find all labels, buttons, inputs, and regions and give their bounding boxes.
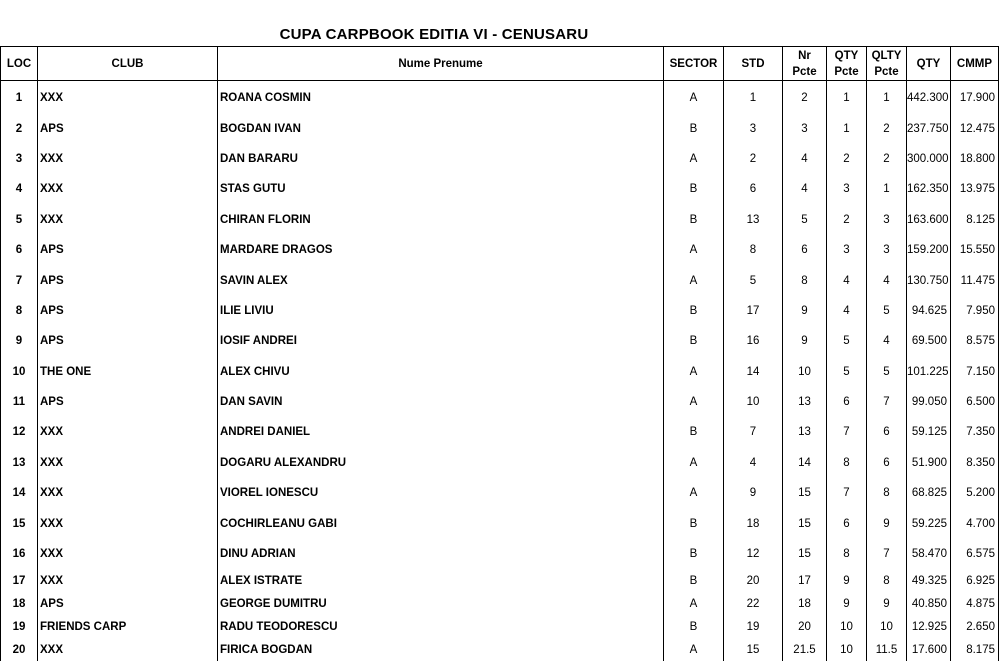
table-row [1,205,999,235]
table-row [1,417,999,447]
cell-sector: A [664,357,724,387]
cell-club: XXX [38,174,218,204]
cell-nume-prenume: GEORGE DUMITRU [218,592,664,615]
cell-nume-prenume: ALEX ISTRATE [218,569,664,592]
cell-qty: 17.600 [907,638,951,661]
col-header-club: CLUB [38,47,218,81]
cell-nr-pcte: 15 [783,508,827,538]
cell-cmmp: 7.950 [951,296,999,326]
col-header-loc: LOC [1,47,38,81]
cell-qty-pcte: 2 [827,205,867,235]
cell-std: 16 [724,326,783,356]
cell-nr-pcte: 9 [783,296,827,326]
cell-nr-pcte: 15 [783,539,827,569]
cell-cmmp: 8.575 [951,326,999,356]
cell-sector: B [664,174,724,204]
cell-nume-prenume: COCHIRLEANU GABI [218,508,664,538]
cell-qty: 237.750 [907,113,951,143]
cell-qty-pcte: 9 [827,592,867,615]
cell-qty: 51.900 [907,448,951,478]
cell-loc: 6 [1,235,38,265]
col-header-sector: SECTOR [664,47,724,81]
cell-qty-pcte: 10 [827,615,867,638]
cell-qlty-pcte: 4 [867,265,907,295]
cell-loc: 9 [1,326,38,356]
cell-nr-pcte: 21.5 [783,638,827,661]
cell-sector: B [664,508,724,538]
cell-loc: 12 [1,417,38,447]
cell-nume-prenume: DAN BARARU [218,144,664,174]
cell-nr-pcte: 4 [783,174,827,204]
cell-club: XXX [38,539,218,569]
cell-club: XXX [38,569,218,592]
table-row [1,508,999,538]
cell-std: 10 [724,387,783,417]
cell-qty-pcte: 1 [827,81,867,114]
cell-loc: 3 [1,144,38,174]
cell-sector: A [664,592,724,615]
cell-sector: A [664,235,724,265]
cell-std: 5 [724,265,783,295]
cell-nr-pcte: 6 [783,235,827,265]
cell-sector: B [664,569,724,592]
cell-std: 14 [724,357,783,387]
cell-qty: 59.125 [907,417,951,447]
cell-qty: 49.325 [907,569,951,592]
cell-qty-pcte: 7 [827,417,867,447]
cell-club: FRIENDS CARP [38,615,218,638]
cell-cmmp: 11.475 [951,265,999,295]
table-row [1,478,999,508]
cell-nume-prenume: DAN SAVIN [218,387,664,417]
cell-qlty-pcte: 6 [867,417,907,447]
cell-qlty-pcte: 1 [867,81,907,114]
cell-std: 3 [724,113,783,143]
col-header-qty-pcte-line2: Pcte [834,65,859,78]
cell-loc: 13 [1,448,38,478]
cell-cmmp: 8.125 [951,205,999,235]
cell-sector: A [664,387,724,417]
cell-sector: B [664,417,724,447]
cell-qlty-pcte: 2 [867,144,907,174]
table-row [1,326,999,356]
cell-qty-pcte: 3 [827,235,867,265]
cell-qlty-pcte: 5 [867,296,907,326]
cell-nr-pcte: 4 [783,144,827,174]
col-header-qlty-pcte-line1: QLTY [871,49,902,62]
cell-qty-pcte: 2 [827,144,867,174]
results-table [0,46,999,661]
table-row [1,539,999,569]
cell-qty-pcte: 5 [827,357,867,387]
cell-nume-prenume: RADU TEODORESCU [218,615,664,638]
cell-cmmp: 7.350 [951,417,999,447]
cell-club: THE ONE [38,357,218,387]
cell-qty: 59.225 [907,508,951,538]
cell-loc: 10 [1,357,38,387]
cell-sector: B [664,205,724,235]
cell-qty-pcte: 6 [827,387,867,417]
cell-qty: 99.050 [907,387,951,417]
cell-nr-pcte: 18 [783,592,827,615]
table-row [1,144,999,174]
cell-cmmp: 6.575 [951,539,999,569]
cell-qlty-pcte: 7 [867,387,907,417]
cell-nr-pcte: 14 [783,448,827,478]
cell-qty: 69.500 [907,326,951,356]
cell-loc: 4 [1,174,38,204]
cell-sector: A [664,638,724,661]
cell-qty-pcte: 1 [827,113,867,143]
cell-qlty-pcte: 4 [867,326,907,356]
cell-cmmp: 4.875 [951,592,999,615]
cell-std: 20 [724,569,783,592]
cell-club: APS [38,235,218,265]
cell-sector: A [664,144,724,174]
cell-nr-pcte: 13 [783,417,827,447]
cell-sector: B [664,539,724,569]
cell-sector: B [664,296,724,326]
cell-nume-prenume: IOSIF ANDREI [218,326,664,356]
col-header-qty-pcte-line1: QTY [834,49,859,62]
cell-qty-pcte: 6 [827,508,867,538]
cell-nume-prenume: MARDARE DRAGOS [218,235,664,265]
col-header-cmmp: CMMP [951,47,999,81]
cell-qlty-pcte: 1 [867,174,907,204]
table-row [1,357,999,387]
cell-club: XXX [38,638,218,661]
table-row [1,569,999,592]
table-row [1,387,999,417]
cell-nume-prenume: ALEX CHIVU [218,357,664,387]
cell-qty-pcte: 3 [827,174,867,204]
cell-std: 7 [724,417,783,447]
page-title: CUPA CARPBOOK EDITIA VI - CENUSARU [279,26,589,43]
cell-std: 19 [724,615,783,638]
cell-std: 4 [724,448,783,478]
cell-sector: B [664,326,724,356]
cell-qlty-pcte: 6 [867,448,907,478]
cell-club: APS [38,265,218,295]
cell-loc: 16 [1,539,38,569]
cell-qty: 442.300 [907,81,951,114]
cell-loc: 5 [1,205,38,235]
cell-qty-pcte: 8 [827,539,867,569]
cell-cmmp: 4.700 [951,508,999,538]
cell-loc: 8 [1,296,38,326]
cell-qty-pcte: 10 [827,638,867,661]
table-row [1,235,999,265]
cell-qty: 94.625 [907,296,951,326]
cell-nume-prenume: VIOREL IONESCU [218,478,664,508]
cell-club: APS [38,387,218,417]
cell-qlty-pcte: 8 [867,478,907,508]
cell-std: 6 [724,174,783,204]
cell-qlty-pcte: 8 [867,569,907,592]
cell-loc: 20 [1,638,38,661]
cell-std: 8 [724,235,783,265]
cell-nr-pcte: 20 [783,615,827,638]
cell-qty: 300.000 [907,144,951,174]
cell-nr-pcte: 9 [783,326,827,356]
table-row [1,81,999,114]
col-header-std: STD [724,47,783,81]
table-row [1,615,999,638]
cell-sector: A [664,448,724,478]
cell-qty: 130.750 [907,265,951,295]
cell-nume-prenume: DINU ADRIAN [218,539,664,569]
table-row [1,592,999,615]
col-header-nr-pcte-line2: Pcte [792,65,817,78]
cell-cmmp: 12.475 [951,113,999,143]
cell-qty: 163.600 [907,205,951,235]
cell-qty: 162.350 [907,174,951,204]
cell-qty-pcte: 8 [827,448,867,478]
col-header-qlty-pcte [867,47,907,81]
cell-nr-pcte: 8 [783,265,827,295]
cell-qty: 101.225 [907,357,951,387]
col-header-qlty-pcte-line2: Pcte [874,65,899,78]
cell-qty-pcte: 4 [827,296,867,326]
cell-qty-pcte: 4 [827,265,867,295]
cell-club: XXX [38,508,218,538]
cell-club: XXX [38,417,218,447]
cell-nr-pcte: 13 [783,387,827,417]
cell-cmmp: 2.650 [951,615,999,638]
cell-nr-pcte: 2 [783,81,827,114]
table-row [1,113,999,143]
cell-nr-pcte: 5 [783,205,827,235]
cell-loc: 11 [1,387,38,417]
table-row [1,265,999,295]
cell-std: 15 [724,638,783,661]
col-header-nume-prenume: Nume Prenume [218,47,664,81]
cell-sector: B [664,113,724,143]
cell-club: XXX [38,478,218,508]
cell-loc: 2 [1,113,38,143]
cell-club: APS [38,592,218,615]
cell-club: APS [38,296,218,326]
cell-nume-prenume: ILIE LIVIU [218,296,664,326]
cell-sector: A [664,265,724,295]
cell-std: 13 [724,205,783,235]
cell-cmmp: 8.350 [951,448,999,478]
cell-std: 2 [724,144,783,174]
cell-qlty-pcte: 9 [867,508,907,538]
table-row [1,448,999,478]
cell-club: XXX [38,144,218,174]
cell-club: XXX [38,81,218,114]
cell-nume-prenume: BOGDAN IVAN [218,113,664,143]
cell-club: APS [38,326,218,356]
cell-cmmp: 13.975 [951,174,999,204]
cell-loc: 17 [1,569,38,592]
cell-qty-pcte: 7 [827,478,867,508]
cell-loc: 19 [1,615,38,638]
col-header-nr-pcte [783,47,827,81]
col-header-qty-pcte [827,47,867,81]
col-header-qty: QTY [907,47,951,81]
cell-nume-prenume: SAVIN ALEX [218,265,664,295]
cell-cmmp: 8.175 [951,638,999,661]
cell-club: APS [38,113,218,143]
cell-cmmp: 15.550 [951,235,999,265]
cell-nume-prenume: STAS GUTU [218,174,664,204]
cell-nr-pcte: 15 [783,478,827,508]
cell-qty: 159.200 [907,235,951,265]
cell-qty: 40.850 [907,592,951,615]
cell-qty-pcte: 9 [827,569,867,592]
table-row [1,296,999,326]
cell-std: 17 [724,296,783,326]
cell-cmmp: 6.500 [951,387,999,417]
cell-nr-pcte: 3 [783,113,827,143]
cell-qty: 68.825 [907,478,951,508]
cell-qlty-pcte: 5 [867,357,907,387]
cell-qlty-pcte: 3 [867,205,907,235]
cell-loc: 1 [1,81,38,114]
cell-nume-prenume: ROANA COSMIN [218,81,664,114]
table-row [1,174,999,204]
cell-cmmp: 17.900 [951,81,999,114]
cell-std: 9 [724,478,783,508]
cell-qty-pcte: 5 [827,326,867,356]
cell-loc: 15 [1,508,38,538]
cell-nume-prenume: FIRICA BOGDAN [218,638,664,661]
cell-qty: 58.470 [907,539,951,569]
cell-qlty-pcte: 9 [867,592,907,615]
cell-nr-pcte: 10 [783,357,827,387]
cell-nume-prenume: DOGARU ALEXANDRU [218,448,664,478]
cell-qlty-pcte: 10 [867,615,907,638]
cell-nume-prenume: ANDREI DANIEL [218,417,664,447]
cell-club: XXX [38,205,218,235]
cell-sector: B [664,615,724,638]
cell-std: 12 [724,539,783,569]
cell-qlty-pcte: 11.5 [867,638,907,661]
cell-loc: 18 [1,592,38,615]
cell-sector: A [664,81,724,114]
cell-qlty-pcte: 2 [867,113,907,143]
cell-nume-prenume: CHIRAN FLORIN [218,205,664,235]
cell-qlty-pcte: 3 [867,235,907,265]
cell-cmmp: 18.800 [951,144,999,174]
cell-std: 18 [724,508,783,538]
cell-std: 22 [724,592,783,615]
cell-nr-pcte: 17 [783,569,827,592]
col-header-nr-pcte-line1: Nr [798,49,811,62]
cell-qty: 12.925 [907,615,951,638]
cell-cmmp: 7.150 [951,357,999,387]
cell-sector: A [664,478,724,508]
cell-cmmp: 6.925 [951,569,999,592]
cell-loc: 7 [1,265,38,295]
cell-qlty-pcte: 7 [867,539,907,569]
table-header-row [1,47,999,81]
cell-std: 1 [724,81,783,114]
cell-loc: 14 [1,478,38,508]
cell-club: XXX [38,448,218,478]
cell-cmmp: 5.200 [951,478,999,508]
